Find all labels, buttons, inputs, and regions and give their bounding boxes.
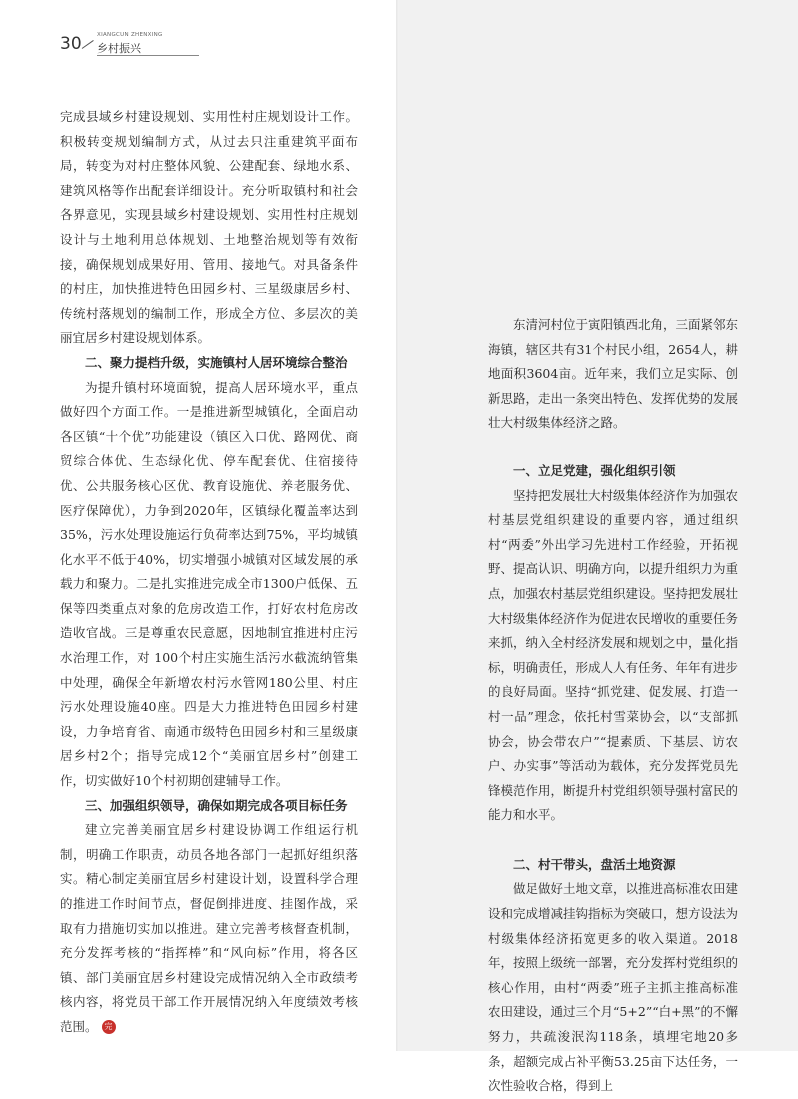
section-pinyin: XIANGCUN ZHENXING xyxy=(97,32,163,38)
paragraph: 为提升镇村环境面貌，提高人居环境水平，重点做好四个方面工作。一是推进新型城镇化，全面启动各区镇“十个优”功能建设（镇区入口优、路网优、商贸综合体优、生态绿化优、停车配套优、住宿接待优、公共服务核心区优、教育设施优、养老服务优、医疗保障优），力争到2020年，区镇绿化覆盖率达到35%，污水处理设施运行负荷率达到75%，平均城镇化水平不低于40%，切实增强小城镇对区域发展的承载力和聚力。二是扎实推进完成全市1300户低保、五保等四类重点对象的危房改造工作，打好农村危房改造收官战。三是尊重农民意愿，因地制宜推进村庄污水治理工作，对 100个村庄实施生活污水截流纳管集中处理，确保全年新增农村污水管网180公里、村庄污水处理设施40座。四是大力推进特色田园乡村建设，力争培育省、南通市级特色田园乡村和三星级康居乡村2个；指导完成12个“美丽宜居乡村”创建工作，切实做好10个村初期创建辅导工作。 xyxy=(60,379,358,789)
section-heading: 二、村干带头，盘活土地资源 xyxy=(513,856,676,872)
paragraph: 完成县域乡村建设规划、实用性村庄规划设计工作。积极转变规划编制方式，从过去只注重建筑平面布局，转变为对村庄整体风貌、公建配套、绿地水系、建筑风格等作出配套详细设计。充分听取镇村和社会各界意见，实现县域乡村建设规划、实用性村庄规划设计与土地利用总体规划、土地整治规划等有效衔接，确保规划成果好用、管用、接地气。对具备条件的村庄，加快推进特色田园乡村、三星级康居乡村、传统村落规划的编制工作，形成全方位、多层次的美丽宜居乡村建设规划体系。 xyxy=(60,109,358,346)
section-title: 乡村振兴 xyxy=(97,42,141,55)
header-slash-divider xyxy=(82,40,94,49)
section-heading: 一、立足党建，强化组织引领 xyxy=(513,462,676,478)
paragraph: 坚持把发展壮大村级集体经济作为加强农村基层党组织建设的重要内容，通过组织村“两委”外出学习先进村工作经验，开拓视野、提高认识、明确方向，以提升组织力为重点，加强农村基层党组织建设。坚持把发展壮大村级集体经济作为促进农民增收的重要任务来抓，纳入全村经济发展和规划之中，量化指标，明确责任，形成人人有任务、年年有进步的良好局面。坚持“抓党建、促发展、打造一村一品”理念，依托村雪菜协会，以“支部抓协会，协会带农户”“提素质、下基层、访农户、办实事”等活动为载体，充分发挥党员先锋模范作用，断提升村党组织领导强村富民的能力和水平。 xyxy=(488,487,739,823)
header-rule xyxy=(97,55,199,56)
right-article-column xyxy=(488,313,738,1099)
end-of-article-icon: 完 xyxy=(102,1020,116,1034)
page-gutter xyxy=(396,0,399,1051)
page-number: 30 xyxy=(60,34,82,54)
page-header xyxy=(60,28,200,58)
paragraph: 做足做好土地文章，以推进高标准农田建设和完成增减挂钩指标为突破口，想方设法为村级集体经济拓宽更多的收入渠道。2018年，按照上级统一部署，充分发挥村党组织的核心作用，由村“两委”班子主抓主推高标准农田建设，通过三个月“5+2”“白+黑”的不懈努力，共疏浚泯沟118条，填埋宅地20多条，超额完成占补平衡53.25亩下达任务，一次性验收合格，得到上 xyxy=(488,881,739,1094)
section-heading: 二、聚力提档升级，实施镇村人居环境综合整治 xyxy=(85,354,348,370)
left-article-column xyxy=(60,105,358,1040)
paragraph-text: 建立完善美丽宜居乡村建设协调工作组运行机制，明确工作职责，动员各地各部门一起抓好组织落实。精心制定美丽宜居乡村建设计划，设置科学合理的推进工作时间节点，督促倒排进度、挂图作战，采取有力措施切实加以推进。建立完善考核督查机制，充分发挥考核的“指挥棒”和“风向标”作用，将各区镇、部门美丽宜居乡村建设完成情况纳入全市政绩考核内容，将党员干部工作开展情况纳入年度绩效考核范围。 xyxy=(60,822,358,1034)
section-heading: 三、加强组织领导，确保如期完成各项目标任务 xyxy=(85,797,348,813)
paragraph: 东清河村位于寅阳镇西北角，三面紧邻东海镇，辖区共有31个村民小组，2654人，耕地面积3604亩。近年来，我们立足实际、创新思路，走出一条突出特色、发挥优势的发展壮大村级集体经济之路。 xyxy=(488,317,739,431)
paragraph xyxy=(60,818,358,1039)
